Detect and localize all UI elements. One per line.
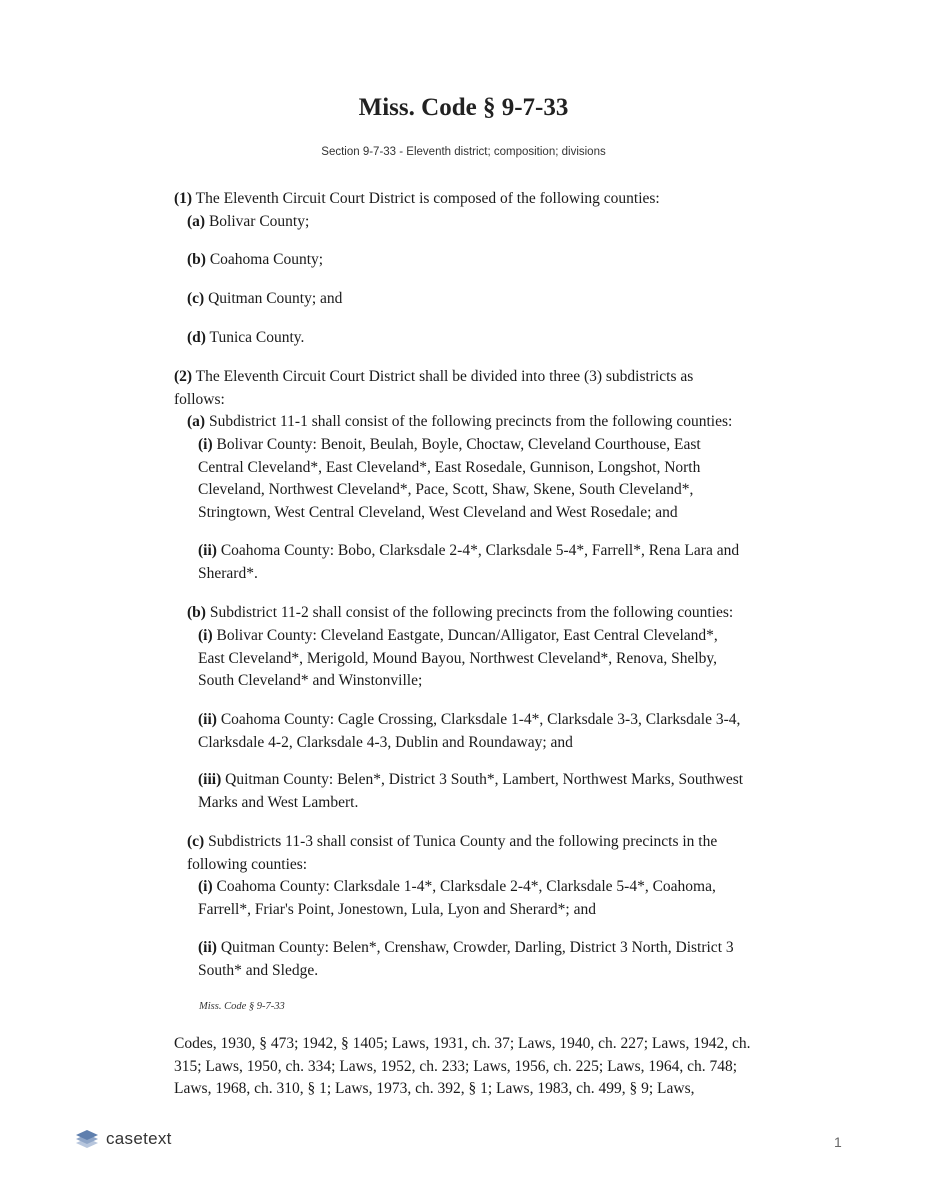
- paragraph-2b-i: (i) Bolivar County: Cleveland Eastgate, Duncan/Alligator, East Central Cleveland*, East Cleveland*, Merigold, Mound Bayou, Northwest Cleveland*, Renova, Shelby, South Cleveland* and Winstonville;: [198, 627, 718, 689]
- paragraph-2: (2) The Eleventh Circuit Court District shall be divided into three (3) subdistricts as follows:: [174, 368, 694, 408]
- history-note: Codes, 1930, § 473; 1942, § 1405; Laws, 1931, ch. 37; Laws, 1940, ch. 227; Laws, 1942, ch. 315; Laws, 1950, ch. 334; Laws, 1952, ch. 233; Laws, 1956, ch. 225; Laws, 1964, ch. 748; Laws, 1968, ch. 310, § 1; Laws, 1973, ch. 392, § 1; Laws, 1983, ch. 499, § 9; Laws,: [174, 1035, 751, 1097]
- paragraph-1d: (d) Tunica County.: [187, 329, 305, 346]
- paragraph-1c: (c) Quitman County; and: [187, 290, 343, 307]
- paragraph-1: (1) The Eleventh Circuit Court District is composed of the following counties:: [174, 190, 660, 207]
- citation: Miss. Code § 9-7-33: [199, 1001, 285, 1012]
- casetext-logo-icon: [74, 1128, 100, 1150]
- paragraph-2c-i: (i) Coahoma County: Clarksdale 1-4*, Clarksdale 2-4*, Clarksdale 5-4*, Coahoma, Farrell*, Friar's Point, Jonestown, Lula, Lyon and Sherard*; and: [198, 878, 716, 918]
- section-subtitle: Section 9-7-33 - Eleventh district; composition; divisions: [321, 146, 606, 158]
- page-number: 1: [834, 1134, 842, 1150]
- paragraph-1a: (a) Bolivar County;: [187, 213, 310, 230]
- paragraph-1b: (b) Coahoma County;: [187, 251, 324, 268]
- paragraph-2c: (c) Subdistricts 11-3 shall consist of Tunica County and the following precincts in the following counties:: [187, 833, 718, 873]
- paragraph-2b-ii: (ii) Coahoma County: Cagle Crossing, Clarksdale 1-4*, Clarksdale 3-3, Clarksdale 3-4, Clarksdale 4-2, Clarksdale 4-3, Dublin and Roundaway; and: [198, 711, 741, 751]
- paragraph-2a-ii: (ii) Coahoma County: Bobo, Clarksdale 2-4*, Clarksdale 5-4*, Farrell*, Rena Lara and Sherard*.: [198, 542, 740, 582]
- paragraph-2a-i: (i) Bolivar County: Benoit, Beulah, Boyle, Choctaw, Cleveland Courthouse, East Central Cleveland*, East Cleveland*, East Rosedale, Gunnison, Longshot, North Cleveland, Northwest Cleveland*, Pace, Scott, Shaw, Skene, South Cleveland*, Stringtown, West Central Cleveland, West Cleveland and West Rosedale; and: [198, 436, 701, 521]
- paragraph-2a: (a) Subdistrict 11-1 shall consist of the following precincts from the following counties:: [187, 413, 733, 430]
- paragraph-2b: (b) Subdistrict 11-2 shall consist of the following precincts from the following counties:: [187, 604, 734, 621]
- page-title: Miss. Code § 9-7-33: [358, 94, 569, 121]
- paragraph-2c-ii: (ii) Quitman County: Belen*, Crenshaw, Crowder, Darling, District 3 North, District 3 South* and Sledge.: [198, 939, 734, 979]
- casetext-brand: casetext: [106, 1129, 172, 1148]
- paragraph-2b-iii: (iii) Quitman County: Belen*, District 3 South*, Lambert, Northwest Marks, Southwest Marks and West Lambert.: [198, 771, 744, 811]
- casetext-logo: [74, 1128, 172, 1150]
